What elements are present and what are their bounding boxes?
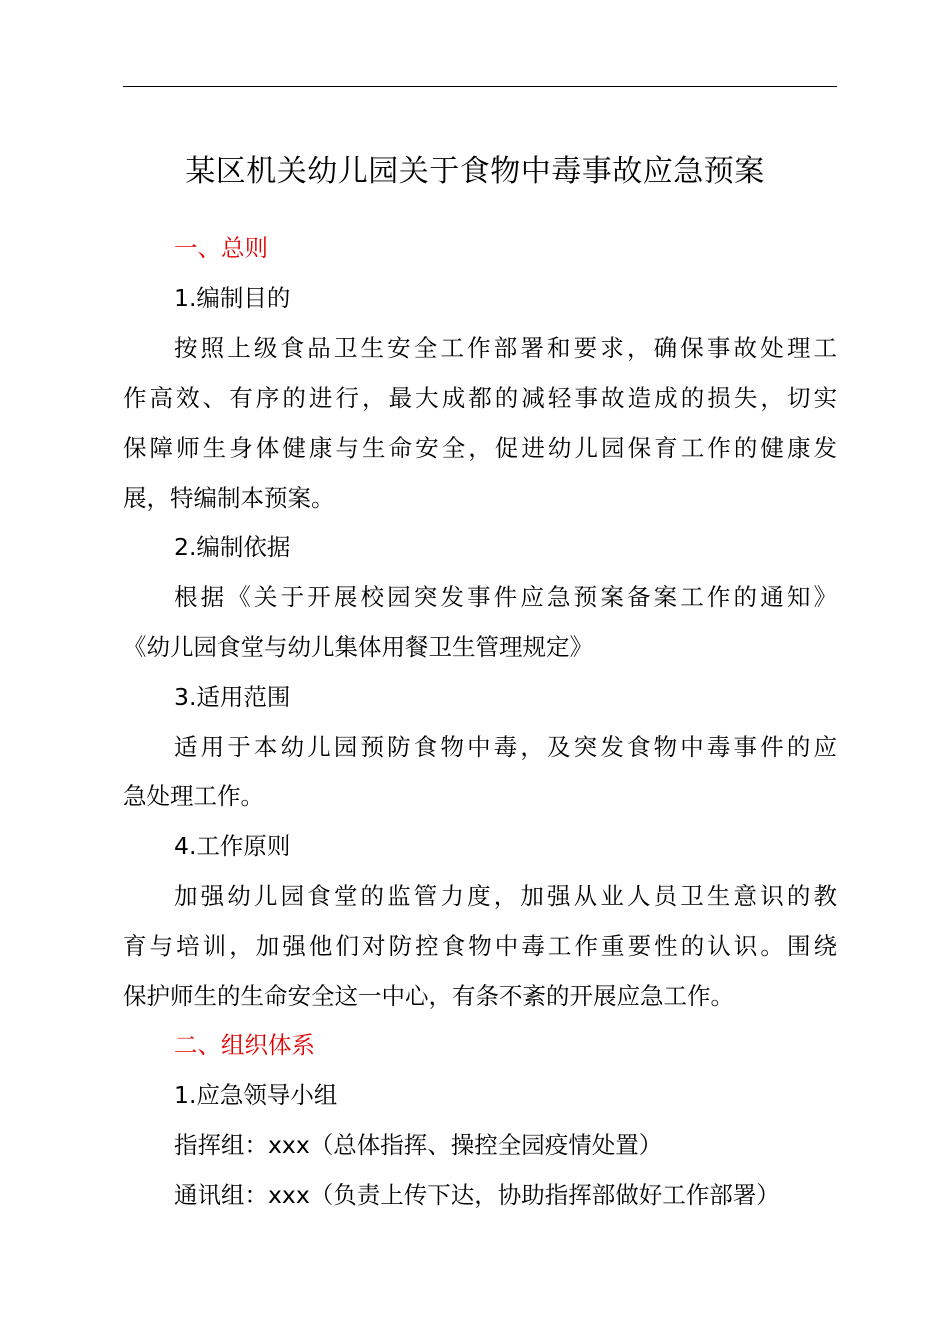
paragraph-line: 保障师生身体健康与生命安全，促进幼儿园保育工作的健康发 — [123, 434, 837, 462]
paragraph-line: 根据《关于开展校园突发事件应急预案备案工作的通知》 — [174, 583, 837, 611]
subheading-leadership-group: 1.应急领导小组 — [174, 1081, 338, 1109]
subheading-principles: 4.工作原则 — [174, 832, 291, 860]
section-heading-organization: 二、组织体系 — [174, 1031, 315, 1059]
subheading-basis: 2.编制依据 — [174, 533, 291, 561]
header-rule — [123, 86, 837, 87]
paragraph-line: 《幼儿园食堂与幼儿集体用餐卫生管理规定》 — [123, 633, 593, 661]
paragraph-line: 育与培训，加强他们对防控食物中毒工作重要性的认识。围绕 — [123, 932, 837, 960]
subheading-scope: 3.适用范围 — [174, 683, 291, 711]
paragraph-line: 通讯组：xxx（负责上传下达，协助指挥部做好工作部署） — [174, 1181, 780, 1209]
paragraph-line: 作高效、有序的进行，最大成都的减轻事故造成的损失，切实 — [123, 384, 837, 412]
paragraph-line: 适用于本幼儿园预防食物中毒，及突发食物中毒事件的应 — [174, 733, 837, 761]
paragraph-line: 急处理工作。 — [123, 782, 264, 810]
subheading-purpose: 1.编制目的 — [174, 284, 291, 312]
paragraph-line: 加强幼儿园食堂的监管力度，加强从业人员卫生意识的教 — [174, 882, 837, 910]
paragraph-line: 保护师生的生命安全这一中心，有条不紊的开展应急工作。 — [123, 982, 734, 1010]
paragraph-line: 指挥组：xxx（总体指挥、操控全园疫情处置） — [174, 1131, 663, 1159]
section-heading-general: 一、总则 — [174, 234, 268, 262]
paragraph-line: 展，特编制本预案。 — [123, 484, 335, 512]
document-title: 某区机关幼儿园关于食物中毒事故应急预案 — [185, 154, 765, 189]
paragraph-line: 按照上级食品卫生安全工作部署和要求，确保事故处理工 — [174, 334, 837, 362]
